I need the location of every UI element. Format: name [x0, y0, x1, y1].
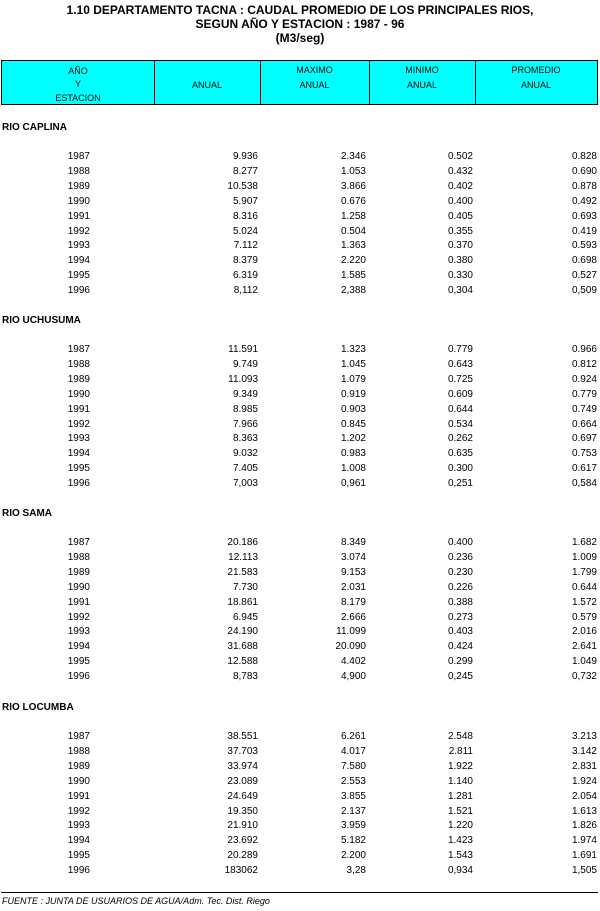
min-cell: 0.644: [447, 403, 473, 415]
max-cell: 4,900: [340, 671, 366, 683]
annual-cell: 6.319: [232, 270, 258, 282]
avg-cell: 1.799: [571, 566, 597, 578]
year-cell: 1987: [67, 537, 90, 548]
table-row: [0, 404, 600, 419]
max-cell: 2.031: [340, 581, 366, 593]
max-cell: 0.845: [340, 418, 366, 430]
year-cell: 1993: [67, 240, 90, 252]
table-row: [0, 344, 600, 359]
min-cell: 0,304: [447, 285, 473, 297]
avg-cell: 0.924: [571, 373, 597, 385]
footer-divider: [1, 892, 598, 893]
year-cell: 1996: [67, 865, 90, 877]
annual-cell: 12.588: [227, 656, 258, 668]
max-cell: 20.090: [335, 641, 366, 653]
annual-cell: 9.032: [232, 448, 258, 460]
min-cell: 0.388: [447, 596, 473, 608]
table-row: [0, 820, 600, 835]
annual-cell: 11.591: [228, 344, 258, 355]
min-cell: 0.402: [447, 180, 473, 192]
max-cell: 1.258: [340, 210, 366, 222]
year-cell: 1990: [67, 775, 90, 787]
year-cell: 1989: [67, 373, 90, 385]
avg-cell: 0,732: [571, 671, 597, 683]
min-cell: 0.400: [447, 195, 473, 207]
year-cell: 1989: [67, 760, 90, 772]
table-row: [0, 166, 600, 181]
min-cell: 0.609: [447, 388, 473, 400]
min-cell: 1.140: [447, 775, 473, 787]
table-row: [0, 270, 600, 285]
min-cell: 0.380: [447, 255, 473, 267]
min-cell: 0.534: [447, 418, 473, 430]
table-row: [0, 448, 600, 463]
annual-cell: 23.692: [227, 835, 258, 847]
min-cell: 0.643: [447, 358, 473, 370]
avg-cell: 2.831: [571, 760, 597, 772]
annual-cell: 7.112: [233, 240, 258, 252]
min-cell: 0.299: [447, 656, 473, 668]
table-row: [0, 731, 600, 746]
min-cell: 0.725: [447, 373, 473, 385]
year-cell: 1994: [67, 641, 90, 653]
annual-cell: 8,783: [232, 671, 258, 683]
max-cell: 11.099: [336, 626, 366, 638]
avg-cell: 0.644: [571, 581, 597, 593]
annual-cell: 37.703: [227, 745, 258, 757]
annual-cell: 6.945: [232, 611, 258, 623]
annual-cell: 9.749: [232, 358, 258, 370]
min-cell: 1.922: [447, 760, 473, 772]
max-cell: 7.580: [340, 760, 366, 772]
avg-cell: 0.419: [571, 225, 597, 237]
year-cell: 1992: [67, 611, 90, 623]
year-cell: 1991: [67, 790, 90, 802]
year-cell: 1996: [67, 285, 90, 297]
annual-cell: 9.936: [232, 151, 258, 162]
max-cell: 1.008: [340, 463, 366, 475]
max-cell: 0.983: [340, 448, 366, 460]
max-cell: 3.866: [340, 180, 366, 192]
max-cell: 1.323: [340, 344, 366, 355]
year-cell: 1992: [67, 225, 90, 237]
year-cell: 1989: [67, 566, 90, 578]
annual-cell: 183062: [224, 865, 258, 877]
header-label: ESTACION: [55, 93, 101, 103]
annual-cell: 11.093: [228, 373, 258, 385]
min-cell: 0,245: [447, 671, 473, 683]
max-cell: 3.959: [340, 820, 366, 832]
year-cell: 1988: [67, 165, 90, 177]
max-cell: 2.220: [340, 255, 366, 267]
avg-cell: 0.690: [571, 165, 597, 177]
annual-cell: 31.688: [227, 641, 258, 653]
min-cell: 0.230: [447, 566, 473, 578]
min-cell: 2.548: [447, 731, 473, 742]
avg-cell: 0.492: [571, 195, 597, 207]
avg-cell: 0.698: [571, 255, 597, 267]
annual-cell: 20.289: [227, 850, 258, 862]
avg-cell: 2.054: [571, 790, 597, 802]
avg-cell: 1.572: [571, 596, 597, 608]
table-row: [0, 656, 600, 671]
avg-cell: 3.142: [571, 745, 597, 757]
annual-cell: 23.089: [227, 775, 258, 787]
year-cell: 1990: [67, 388, 90, 400]
table-subtitle: SEGUN AÑO Y ESTACION : 1987 - 96: [195, 17, 405, 31]
avg-cell: 1.974: [571, 835, 597, 847]
table-row: [0, 612, 600, 627]
table-row: [0, 552, 600, 567]
min-cell: 0,251: [447, 478, 473, 490]
header-avg-annual: [475, 61, 597, 104]
table-title: 1.10 DEPARTAMENTO TACNA : CAUDAL PROMEDIO DE LOS PRINCIPALES RIOS,: [66, 3, 534, 17]
annual-cell: 8.277: [232, 165, 258, 177]
min-cell: 0.432: [447, 165, 473, 177]
year-cell: 1988: [67, 551, 90, 563]
max-cell: 2.200: [340, 850, 366, 862]
annual-cell: 8.985: [232, 403, 258, 415]
avg-cell: 0.664: [571, 418, 597, 430]
avg-cell: 3.213: [571, 731, 597, 742]
max-cell: 3,28: [346, 865, 366, 877]
min-cell: 0,934: [447, 865, 473, 877]
max-cell: 4.017: [340, 745, 366, 757]
year-cell: 1988: [67, 358, 90, 370]
avg-cell: 2.641: [571, 641, 597, 653]
annual-cell: 38.551: [227, 731, 258, 742]
max-cell: 0.919: [340, 388, 366, 400]
header-annual: [154, 61, 261, 104]
table-row: [0, 567, 600, 582]
section-heading: RIO LOCUMBA: [2, 702, 74, 713]
max-cell: 0,961: [340, 478, 366, 490]
section-heading: RIO UCHUSUMA: [2, 315, 81, 326]
min-cell: 2.811: [448, 745, 473, 757]
year-cell: 1994: [67, 835, 90, 847]
max-cell: 8.349: [340, 537, 366, 548]
table-row: [0, 791, 600, 806]
header-label: ANUAL: [520, 80, 551, 90]
table-row: [0, 641, 600, 656]
table-row: [0, 806, 600, 821]
min-cell: 0.403: [447, 626, 473, 638]
avg-cell: 1,505: [571, 865, 597, 877]
year-cell: 1994: [67, 255, 90, 267]
annual-cell: 5.024: [232, 225, 258, 237]
annual-cell: 19.350: [227, 805, 258, 817]
table-row: [0, 359, 600, 374]
table-row: [0, 240, 600, 255]
year-cell: 1991: [67, 210, 90, 222]
min-cell: 0.424: [447, 641, 473, 653]
table-row: [0, 582, 600, 597]
table-row: [0, 597, 600, 612]
year-cell: 1991: [67, 596, 90, 608]
max-cell: 0.903: [340, 403, 366, 415]
annual-cell: 7.405: [232, 463, 258, 475]
year-cell: 1995: [67, 850, 90, 862]
max-cell: 6.261: [340, 731, 366, 742]
header-label: ANUAL: [406, 80, 437, 90]
table-row: [0, 835, 600, 850]
avg-cell: 0.593: [571, 240, 597, 252]
table-row: [0, 151, 600, 166]
table-row: [0, 776, 600, 791]
header-max-annual: [260, 61, 370, 104]
avg-cell: 1.049: [571, 656, 597, 668]
annual-cell: 8,112: [233, 285, 258, 297]
min-cell: 0.273: [447, 611, 473, 623]
table-row: [0, 419, 600, 434]
max-cell: 2.346: [340, 151, 366, 162]
max-cell: 2.553: [340, 775, 366, 787]
annual-cell: 9.349: [232, 388, 258, 400]
source-footnote: FUENTE : JUNTA DE USUARIOS DE AGUA/Adm. Tec. Dist. Riego: [2, 896, 270, 906]
min-cell: 0.355: [447, 225, 473, 237]
avg-cell: 1.613: [571, 805, 597, 817]
avg-cell: 0.878: [571, 180, 597, 192]
annual-cell: 5.907: [232, 195, 258, 207]
year-cell: 1991: [67, 403, 90, 415]
year-cell: 1995: [67, 463, 90, 475]
year-cell: 1994: [67, 448, 90, 460]
header-year-station: [2, 61, 155, 104]
min-cell: 0.400: [447, 537, 473, 548]
max-cell: 2,388: [340, 285, 366, 297]
avg-cell: 2.016: [571, 626, 597, 638]
min-cell: 1.543: [447, 850, 473, 862]
table-row: [0, 626, 600, 641]
min-cell: 0.635: [447, 448, 473, 460]
table-row: [0, 850, 600, 865]
avg-cell: 0.697: [571, 433, 597, 445]
avg-cell: 0.812: [571, 358, 597, 370]
year-cell: 1996: [67, 671, 90, 683]
table-row: [0, 211, 600, 226]
max-cell: 1.053: [340, 165, 366, 177]
max-cell: 8.179: [340, 596, 366, 608]
annual-cell: 10.538: [227, 180, 258, 192]
annual-cell: 12.113: [228, 551, 258, 563]
max-cell: 1.079: [340, 373, 366, 385]
year-cell: 1993: [67, 820, 90, 832]
max-cell: 1.202: [340, 433, 366, 445]
year-cell: 1993: [67, 626, 90, 638]
min-cell: 0.330: [447, 270, 473, 282]
annual-cell: 8.379: [232, 255, 258, 267]
max-cell: 4.402: [340, 656, 366, 668]
avg-cell: 1.924: [571, 775, 597, 787]
table-row: [0, 374, 600, 389]
table-row: [0, 389, 600, 404]
year-cell: 1995: [67, 656, 90, 668]
avg-cell: 0.966: [571, 344, 597, 355]
table-row: [0, 196, 600, 211]
year-cell: 1996: [67, 478, 90, 490]
year-cell: 1992: [67, 805, 90, 817]
header-label: ANUAL: [299, 80, 330, 90]
table-row: [0, 181, 600, 196]
annual-cell: 7,003: [232, 478, 258, 490]
table-row: [0, 671, 600, 686]
max-cell: 2.137: [340, 805, 366, 817]
year-cell: 1993: [67, 433, 90, 445]
year-cell: 1987: [67, 151, 90, 162]
min-cell: 0.300: [447, 463, 473, 475]
year-cell: 1987: [67, 731, 90, 742]
avg-cell: 0.693: [571, 210, 597, 222]
table-row: [0, 865, 600, 880]
avg-cell: 1.826: [571, 820, 597, 832]
table-header: [1, 60, 598, 105]
avg-cell: 0,584: [571, 478, 597, 490]
year-cell: 1992: [67, 418, 90, 430]
year-cell: 1990: [67, 581, 90, 593]
annual-cell: 18.861: [227, 596, 258, 608]
table-row: [0, 761, 600, 776]
min-cell: 0.226: [447, 581, 473, 593]
header-label: MAXIMO: [296, 65, 333, 75]
table-row: [0, 478, 600, 493]
max-cell: 1.363: [340, 240, 366, 252]
table-row: [0, 255, 600, 270]
annual-cell: 20.186: [227, 537, 258, 548]
year-cell: 1990: [67, 195, 90, 207]
annual-cell: 24.190: [227, 626, 258, 638]
avg-cell: 1.009: [571, 551, 597, 563]
min-cell: 0.236: [447, 551, 473, 563]
max-cell: 3.855: [340, 790, 366, 802]
header-min-annual: [369, 61, 476, 104]
min-cell: 1.220: [447, 820, 473, 832]
year-cell: 1987: [67, 344, 90, 355]
header-label: Y: [74, 79, 81, 89]
max-cell: 5.182: [340, 835, 366, 847]
annual-cell: 21.583: [227, 566, 258, 578]
annual-cell: 24.649: [227, 790, 258, 802]
header-label: AÑO: [68, 66, 88, 76]
header-label: ANUAL: [191, 80, 222, 90]
min-cell: 0.262: [447, 433, 473, 445]
max-cell: 2.666: [340, 611, 366, 623]
min-cell: 0.779: [447, 344, 473, 355]
header-label: PROMEDIO: [511, 65, 561, 75]
max-cell: 0.504: [340, 225, 366, 237]
min-cell: 0.502: [447, 151, 473, 162]
avg-cell: 1.682: [571, 537, 597, 548]
annual-cell: 7.966: [232, 418, 258, 430]
avg-cell: 0.753: [571, 448, 597, 460]
avg-cell: 0.617: [571, 463, 597, 475]
year-cell: 1989: [67, 180, 90, 192]
max-cell: 0.676: [340, 195, 366, 207]
min-cell: 1.423: [447, 835, 473, 847]
min-cell: 0.370: [447, 240, 473, 252]
avg-cell: 0.579: [571, 611, 597, 623]
avg-cell: 0.779: [571, 388, 597, 400]
header-label: MINIMO: [405, 65, 439, 75]
annual-cell: 7.730: [232, 581, 258, 593]
max-cell: 1.045: [340, 358, 366, 370]
avg-cell: 1.691: [571, 850, 597, 862]
max-cell: 9.153: [340, 566, 366, 578]
table-row: [0, 226, 600, 241]
table-units: (M3/seg): [275, 31, 325, 45]
annual-cell: 8.316: [232, 210, 258, 222]
min-cell: 1.521: [447, 805, 473, 817]
table-row: [0, 746, 600, 761]
avg-cell: 0,509: [571, 285, 597, 297]
annual-cell: 21.910: [227, 820, 258, 832]
table-row: [0, 537, 600, 552]
annual-cell: 8.363: [232, 433, 258, 445]
section-heading: RIO SAMA: [2, 508, 52, 519]
avg-cell: 0.527: [571, 270, 597, 282]
annual-cell: 33.974: [227, 760, 258, 772]
avg-cell: 0.828: [571, 151, 597, 162]
year-cell: 1995: [67, 270, 90, 282]
max-cell: 1.585: [340, 270, 366, 282]
section-heading: RIO CAPLINA: [2, 122, 67, 133]
min-cell: 1.281: [447, 790, 473, 802]
max-cell: 3.074: [340, 551, 366, 563]
table-row: [0, 433, 600, 448]
year-cell: 1988: [67, 745, 90, 757]
table-row: [0, 463, 600, 478]
min-cell: 0.405: [447, 210, 473, 222]
table-row: [0, 285, 600, 300]
avg-cell: 0.749: [571, 403, 597, 415]
